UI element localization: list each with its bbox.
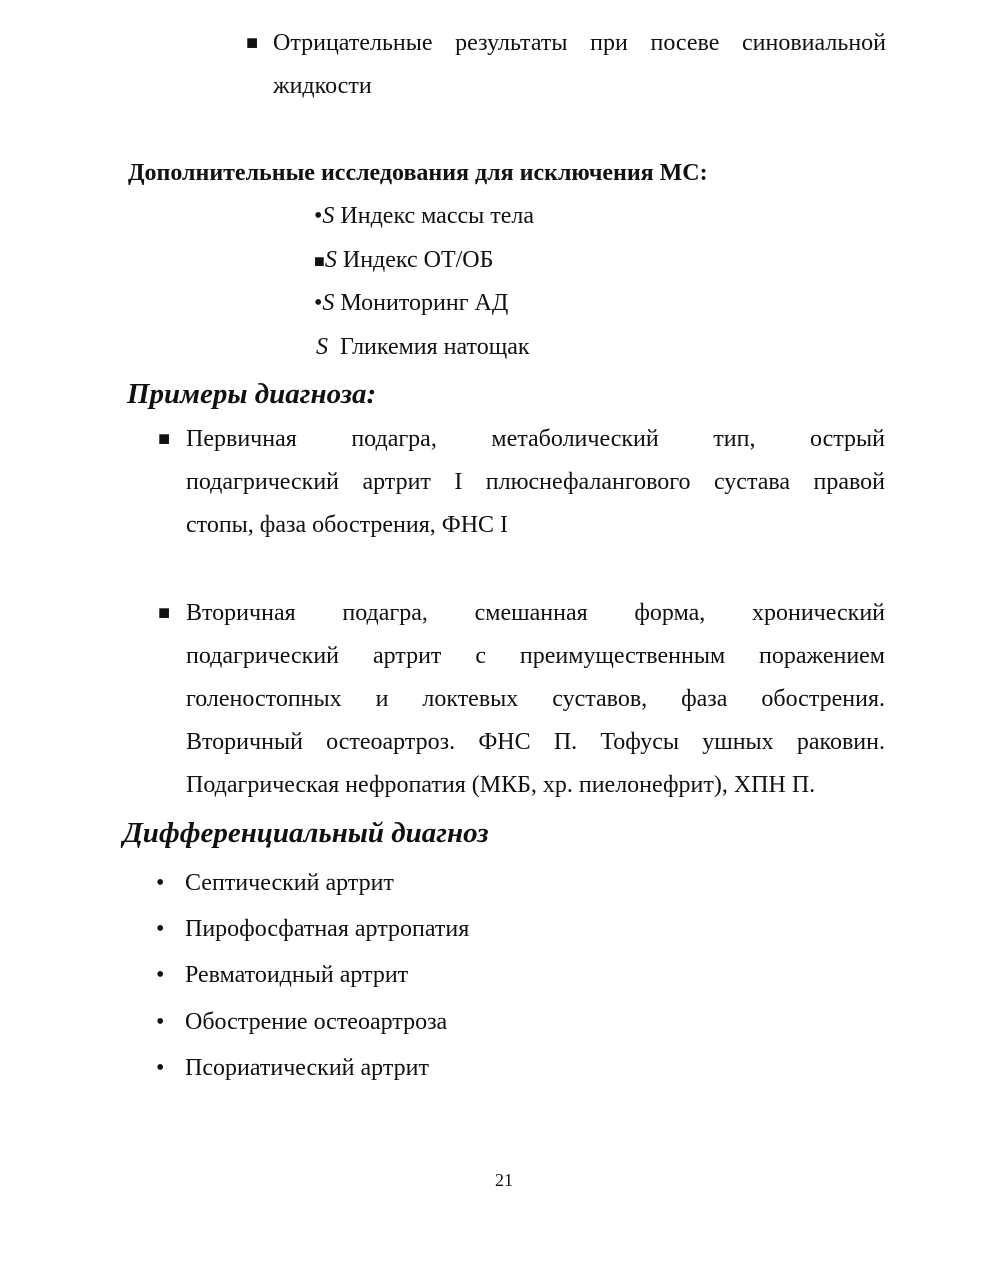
differential-item: Обострение остеоартроза xyxy=(185,1009,448,1035)
examples-heading: Примеры диагноза: xyxy=(127,378,377,410)
example-line: стопы, фаза обострения, ФНС I xyxy=(186,512,509,538)
item-prefix: • xyxy=(314,203,323,229)
item-prefix: ■ xyxy=(314,251,325,271)
check-mark-icon: S xyxy=(316,334,328,360)
additional-item xyxy=(316,332,530,362)
example-line: Вторичный остеоартроз. ФНС П. Тофусы ушных раковин. xyxy=(186,729,885,755)
differential-item: Пирофосфатная артропатия xyxy=(185,916,470,942)
square-bullet-icon: ■ xyxy=(158,602,171,624)
check-mark-icon: S xyxy=(324,247,337,273)
top-item-line: жидкости xyxy=(273,73,372,99)
item-label: Индекс массы тела xyxy=(340,203,535,229)
bullet-dot-icon: • xyxy=(156,1009,165,1035)
example-line: подагрический артрит I плюснефалангового сустава правой xyxy=(186,469,885,495)
square-bullet-icon: ■ xyxy=(246,32,259,54)
example-diagnosis-1 xyxy=(186,418,885,547)
item-label: Индекс ОТ/ОБ xyxy=(342,247,494,273)
example-line: Подагрическая нефропатия (МКБ, хр. пиелонефрит), ХПН П. xyxy=(186,772,816,798)
square-bullet-icon: ■ xyxy=(158,428,171,450)
check-mark-icon: S xyxy=(322,203,335,229)
bullet-dot-icon: • xyxy=(156,1055,165,1081)
top-item-text xyxy=(273,22,886,108)
differential-item: Псориатический артрит xyxy=(185,1055,429,1081)
item-label: Мониторинг АД xyxy=(340,290,509,316)
additional-item xyxy=(314,288,508,318)
example-line: голеностопных и локтевых суставов, фаза обострения. xyxy=(186,686,885,712)
additional-studies-heading: Дополнительные исследования для исключения МС: xyxy=(128,160,708,186)
additional-item xyxy=(314,245,493,276)
example-diagnosis-2 xyxy=(186,592,885,807)
page-number: 21 xyxy=(495,1170,513,1190)
top-item-line: Отрицательные результаты при посеве синовиальной xyxy=(273,30,886,56)
bullet-dot-icon: • xyxy=(156,962,165,988)
item-label: Гликемия натощак xyxy=(340,334,530,360)
differential-heading: Дифференциальный диагноз xyxy=(123,817,489,849)
check-mark-icon: S xyxy=(322,290,335,316)
example-line: Вторичная подагра, смешанная форма, хронический xyxy=(186,600,885,626)
bullet-dot-icon: • xyxy=(156,870,165,896)
item-prefix: • xyxy=(314,290,323,316)
differential-item: Ревматоидный артрит xyxy=(185,962,409,988)
example-line: Первичная подагра, метаболический тип, острый xyxy=(186,426,885,452)
differential-item: Септический артрит xyxy=(185,870,394,896)
bullet-dot-icon: • xyxy=(156,916,165,942)
example-line: подагрический артрит с преимущественным поражением xyxy=(186,643,885,669)
additional-item xyxy=(314,201,534,231)
